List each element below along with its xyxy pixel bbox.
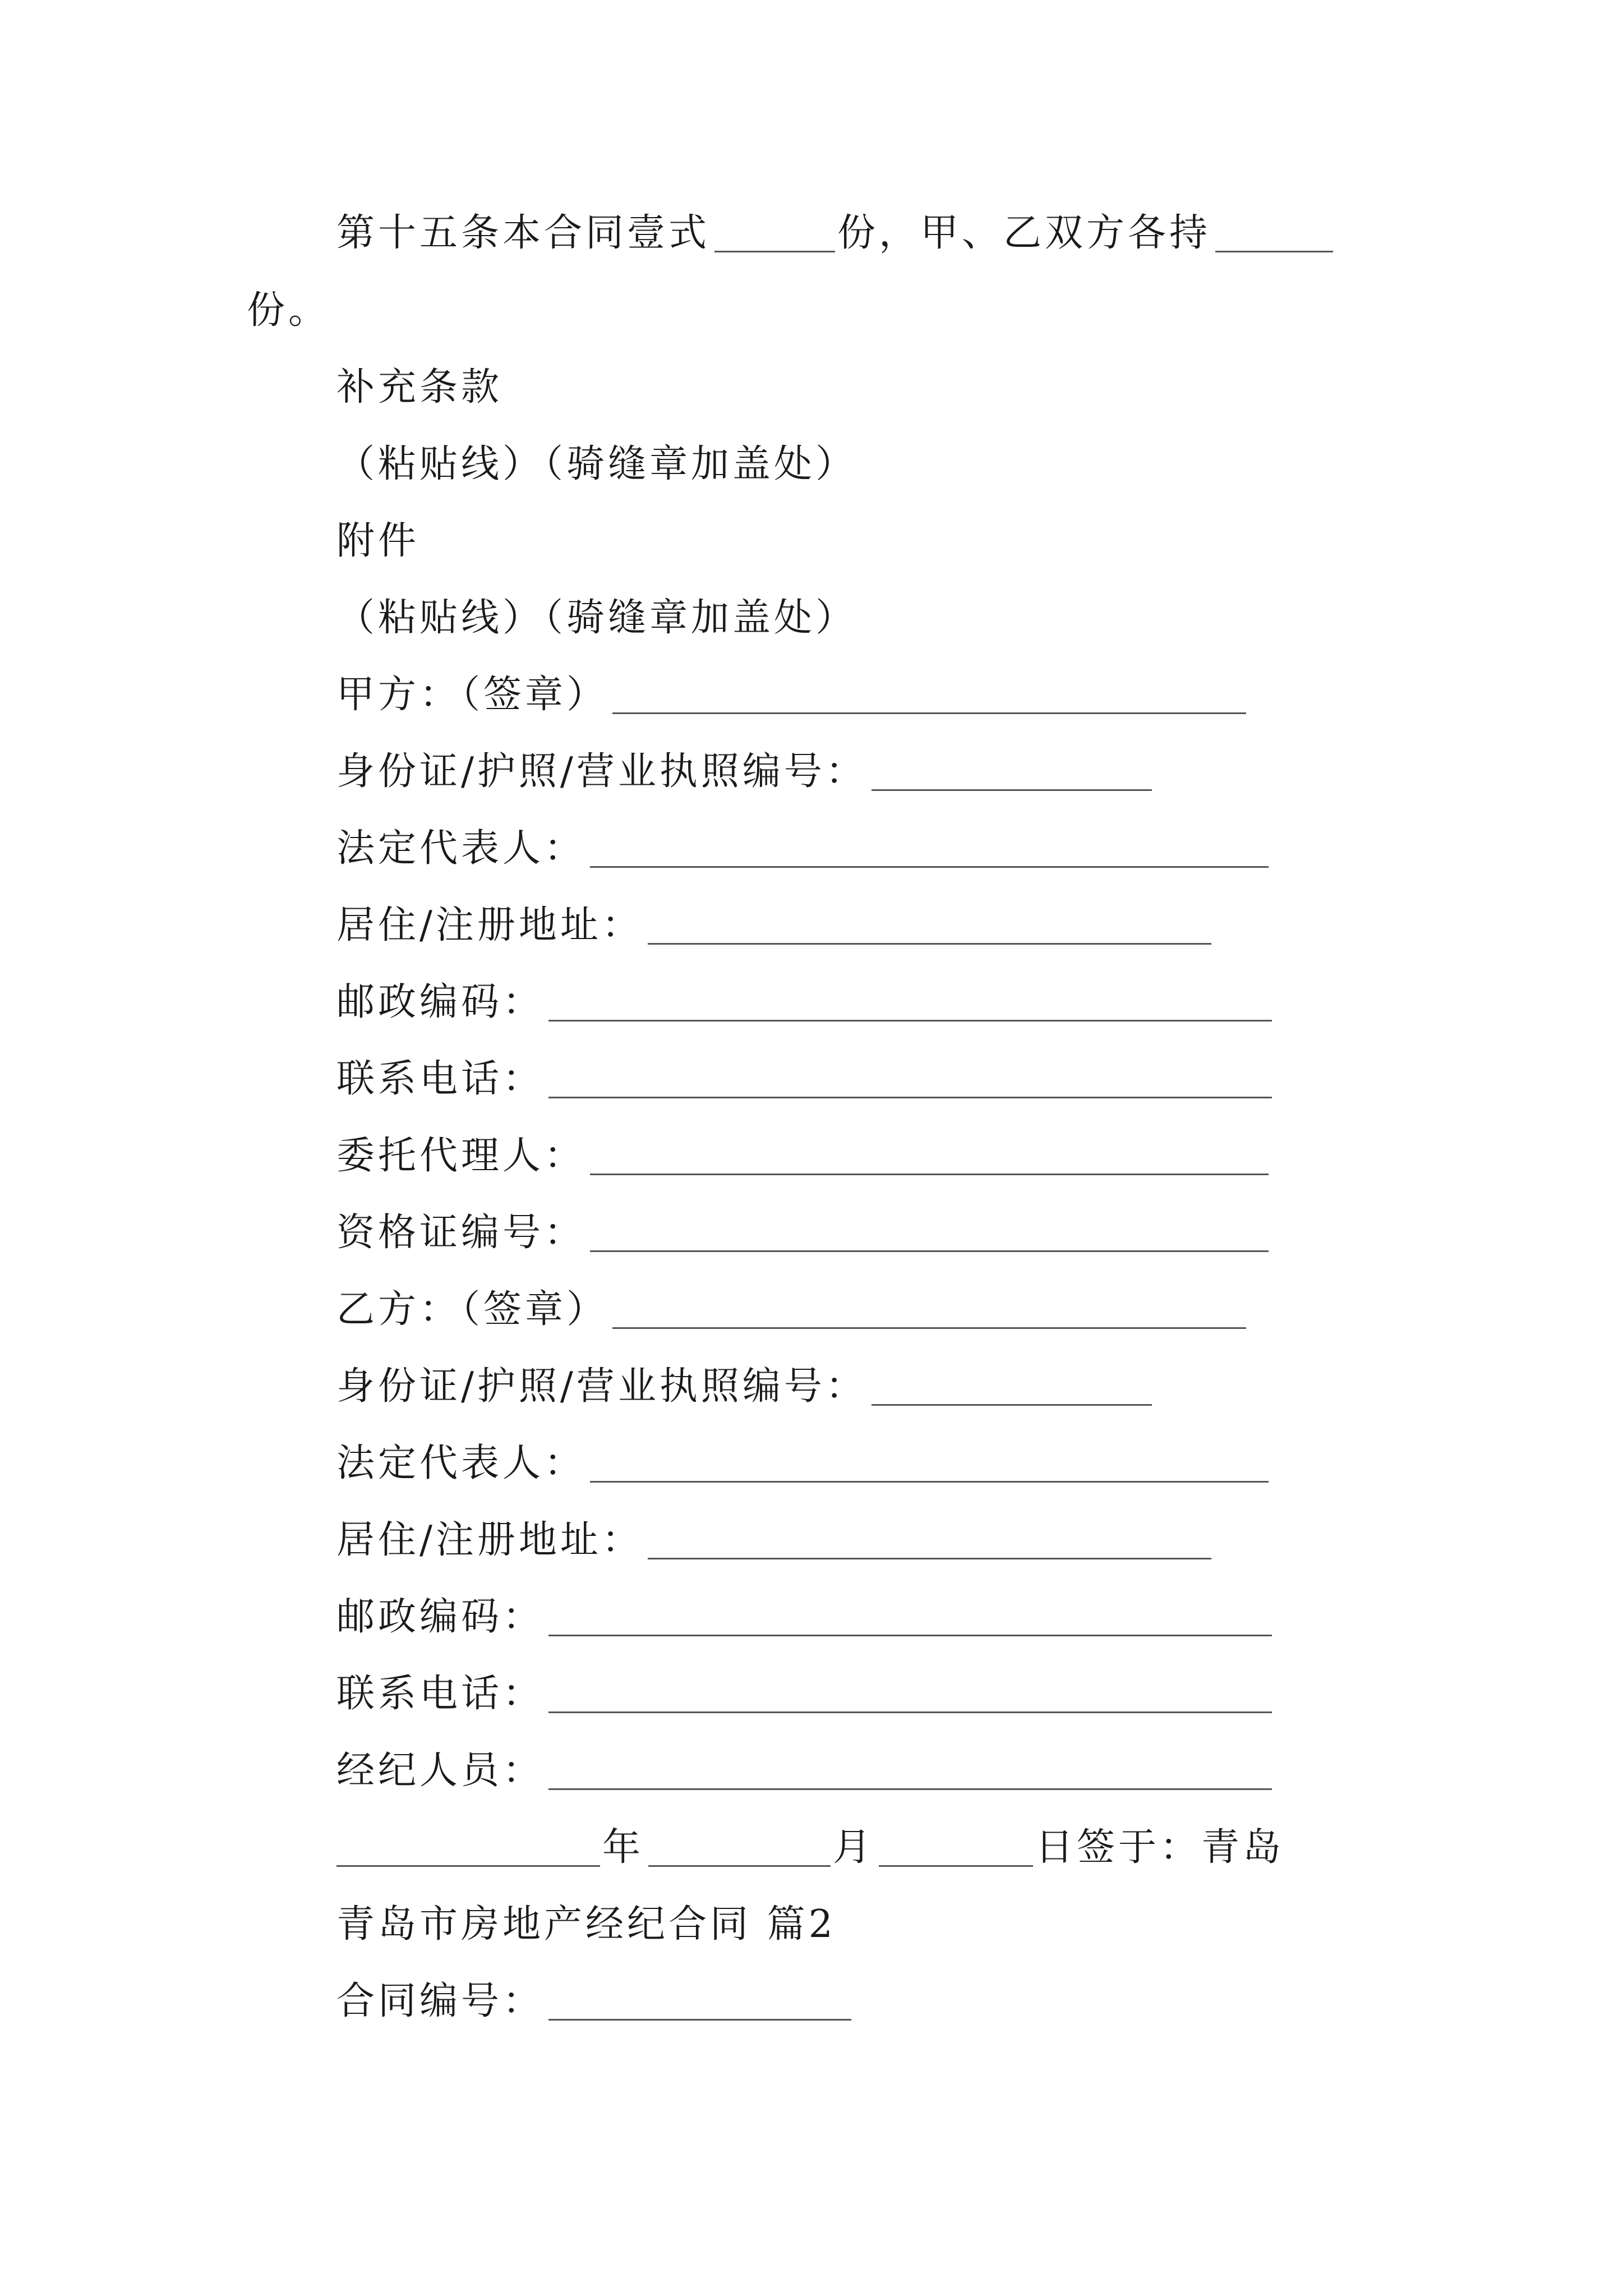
party-a-address-row bbox=[336, 883, 1214, 945]
party-b-phone-row bbox=[336, 1651, 1274, 1716]
party-b-postcode-field[interactable] bbox=[548, 1601, 1272, 1636]
party-a-id-row bbox=[336, 729, 1154, 794]
party-b-sign-field[interactable] bbox=[612, 1294, 1246, 1329]
year-field[interactable] bbox=[336, 1832, 600, 1867]
party-b-legal-rep-label: 法定代表人： bbox=[336, 1441, 586, 1485]
party-a-phone-label: 联系电话： bbox=[336, 1057, 545, 1101]
clause-15-text-c: 份。 bbox=[247, 288, 330, 333]
copies-each-blank[interactable] bbox=[1215, 217, 1333, 252]
party-b-postcode-row bbox=[336, 1575, 1274, 1639]
party-b-sign-label: 乙方：（签章） bbox=[336, 1287, 608, 1332]
party-a-postcode-row bbox=[336, 960, 1274, 1022]
party-a-agent-field[interactable] bbox=[590, 1140, 1269, 1175]
party-a-legal-rep-label: 法定代表人： bbox=[336, 826, 586, 871]
party-a-cert-label: 资格证编号： bbox=[336, 1211, 586, 1255]
party-b-address-row bbox=[336, 1498, 1214, 1562]
party-b-sign-row bbox=[336, 1267, 1248, 1332]
day-signed-label: 日签于：青岛 bbox=[1035, 1825, 1285, 1870]
party-a-sign-label: 甲方：（签章） bbox=[336, 673, 608, 717]
attachment-title: 附件 bbox=[336, 519, 420, 563]
party-b-address-label: 居住/注册地址： bbox=[336, 1518, 643, 1562]
party-a-id-field[interactable] bbox=[872, 756, 1152, 791]
clause-15-line1 bbox=[336, 191, 1335, 255]
party-a-address-field[interactable] bbox=[648, 909, 1211, 945]
party-a-agent-row bbox=[336, 1114, 1271, 1178]
party-b-id-label: 身份证/护照/营业执照编号： bbox=[336, 1364, 867, 1409]
supplement-paste-note: （粘贴线）（骑缝章加盖处） bbox=[336, 442, 857, 486]
party-b-broker-row bbox=[336, 1728, 1274, 1793]
party-b-phone-field[interactable] bbox=[548, 1678, 1272, 1713]
supplement-title: 补充条款 bbox=[336, 365, 503, 409]
party-a-legal-rep-row bbox=[336, 806, 1271, 871]
party-a-cert-field[interactable] bbox=[590, 1217, 1269, 1252]
party-b-broker-field[interactable] bbox=[548, 1755, 1272, 1790]
party-b-postcode-label: 邮政编码： bbox=[336, 1595, 545, 1639]
party-a-address-label: 居住/注册地址： bbox=[336, 903, 643, 947]
day-field[interactable] bbox=[879, 1832, 1033, 1867]
party-a-postcode-field[interactable] bbox=[548, 986, 1272, 1022]
party-a-cert-row bbox=[336, 1190, 1271, 1255]
party-b-phone-label: 联系电话： bbox=[336, 1672, 545, 1716]
party-a-sign-field[interactable] bbox=[612, 679, 1246, 714]
party-b-id-row bbox=[336, 1344, 1154, 1409]
clause-15-line2 bbox=[247, 268, 330, 333]
party-b-broker-label: 经纪人员： bbox=[336, 1749, 545, 1793]
date-row bbox=[336, 1805, 1285, 1870]
party-b-id-field[interactable] bbox=[872, 1370, 1152, 1406]
party-a-legal-rep-field[interactable] bbox=[590, 832, 1269, 868]
party-a-postcode-label: 邮政编码： bbox=[336, 980, 545, 1024]
copies-total-blank[interactable] bbox=[714, 217, 835, 252]
contract-no-field[interactable] bbox=[548, 1985, 851, 2021]
party-a-sign-row bbox=[336, 652, 1248, 717]
month-label: 月 bbox=[833, 1825, 875, 1870]
contract-no-label: 合同编号： bbox=[336, 1979, 545, 2023]
year-label: 年 bbox=[602, 1825, 644, 1870]
party-b-address-field[interactable] bbox=[648, 1524, 1211, 1559]
party-b-legal-rep-field[interactable] bbox=[590, 1447, 1269, 1483]
month-field[interactable] bbox=[648, 1832, 831, 1867]
clause-15-text-b: 份，甲、乙双方各持 bbox=[837, 211, 1211, 255]
attachment-paste-note: （粘贴线）（骑缝章加盖处） bbox=[336, 596, 857, 640]
party-a-agent-label: 委托代理人： bbox=[336, 1134, 586, 1178]
contract-no-row bbox=[336, 1959, 854, 2021]
next-section-title: 青岛市房地产经纪合同 篇2 bbox=[336, 1902, 836, 1947]
party-a-id-label: 身份证/护照/营业执照编号： bbox=[336, 749, 867, 794]
clause-15-text-a: 第十五条本合同壹式 bbox=[336, 211, 711, 255]
party-b-legal-rep-row bbox=[336, 1421, 1271, 1483]
party-a-phone-row bbox=[336, 1037, 1274, 1101]
party-a-phone-field[interactable] bbox=[548, 1063, 1272, 1098]
